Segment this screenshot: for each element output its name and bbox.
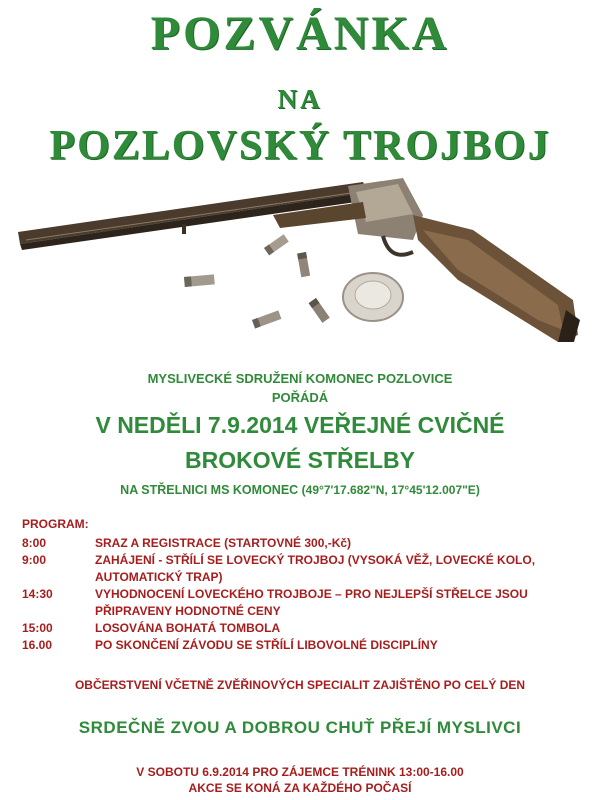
program-row [22,552,582,586]
poster-title: POZVÁNKA [150,7,450,60]
poster-title-event: POZLOVSKÝ TROJBOJ [49,123,551,169]
weather-note: AKCE SE KONÁ ZA KAŽDÉHO POČASÍ [188,781,412,795]
program-time: 15:00 [22,621,53,635]
refreshments-note: OBČERSTVENÍ VČETNĚ ZVĚŘINOVÝCH SPECIALIT ZAJIŠTĚNO PO CELÝ DEN [74,678,526,692]
program-row [22,620,582,637]
organizer-verb: POŘÁDÁ [271,390,329,405]
program-row [22,586,582,620]
location-name: NA STŘELNICI MS KOMONEC [120,483,299,497]
program-text: VYHODNOCENÍ LOVECKÉHO TROJBOJE – PRO NEJLEPŠÍ STŘELCE JSOU PŘIPRAVENY HODNOTNÉ CENY [95,587,528,618]
program [22,517,582,654]
program-text: PO SKONČENÍ ZÁVODU SE STŘÍLÍ LIBOVOLNÉ DISCIPLÍNY [95,638,438,652]
program-label: PROGRAM: [22,517,89,531]
event-headline-2: BROKOVÉ STŘELBY [184,447,416,473]
organizer: MYSLIVECKÉ SDRUŽENÍ KOMONEC POZLOVICE [147,371,453,386]
program-time: 16.00 [22,638,53,652]
shotgun-illustration [18,170,583,360]
training-note: V SOBOTU 6.9.2014 PRO ZÁJEMCE TRÉNINK 13:00-16.00 [136,765,464,779]
program-text: LOSOVÁNA BOHATÁ TOMBOLA [95,621,281,635]
program-time: 8:00 [22,536,47,550]
event-headline: V NEDĚLI 7.9.2014 VEŘEJNÉ CVIČNÉ [95,412,505,438]
invitation-text: SRDEČNĚ ZVOU A DOBROU CHUŤ PŘEJÍ MYSLIVCI [78,718,522,737]
program-row [22,535,582,552]
event-location [0,483,600,497]
program-time: 9:00 [22,553,47,567]
program-row [22,637,582,654]
location-coords: (49°7'17.682"N, 17°45'12.007"E) [301,483,480,497]
program-text: SRAZ A REGISTRACE (STARTOVNÉ 300,-Kč) [95,536,352,550]
poster-title-na: NA [277,84,323,114]
program-time: 14:30 [22,587,53,601]
program-text: ZAHÁJENÍ - STŘÍLÍ SE LOVECKÝ TROJBOJ (VYSOKÁ VĚŽ, LOVECKÉ KOLO, AUTOMATICKÝ TRAP) [95,553,536,584]
